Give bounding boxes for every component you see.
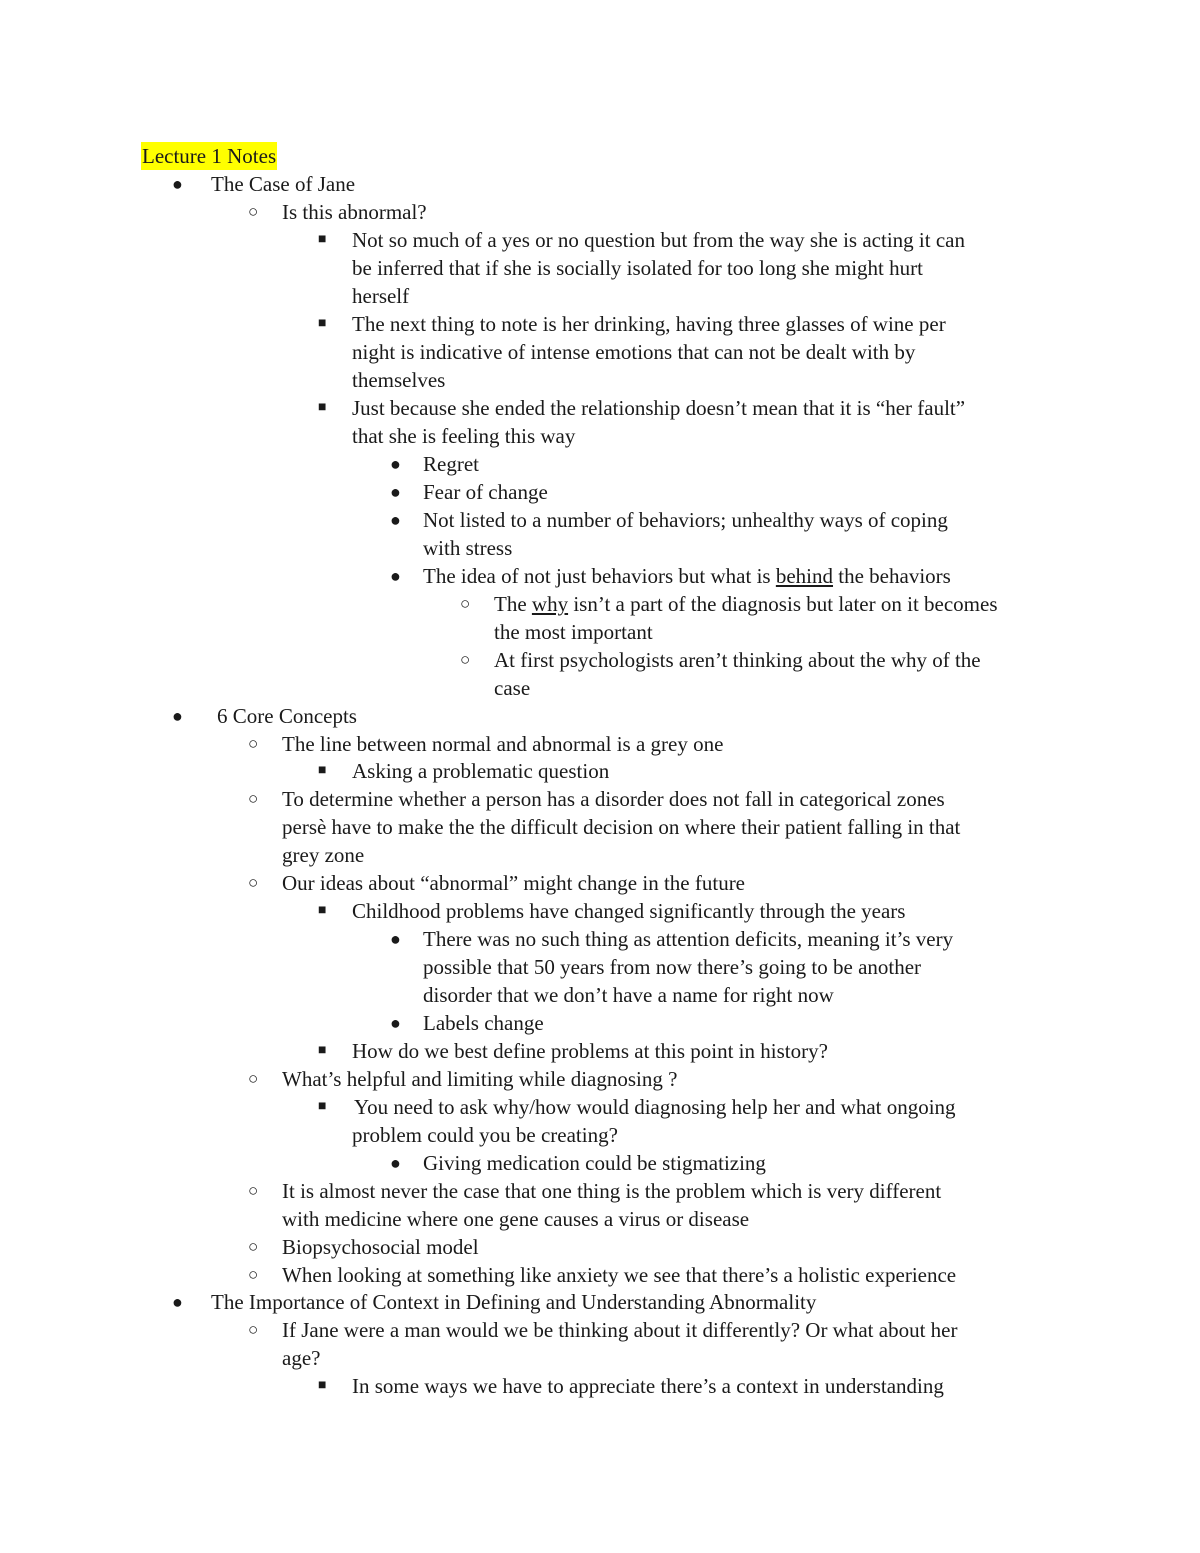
bullet-square-marker: ■ — [318, 400, 327, 415]
list-item-continuation: that she is feeling this way — [352, 424, 576, 448]
list-item: There was no such thing as attention deficits, meaning it’s very — [423, 927, 954, 951]
list-item: Fear of change — [423, 480, 548, 504]
list-item: Is this abnormal? — [282, 200, 427, 224]
bullet-square-marker: ■ — [318, 903, 327, 918]
bullet-disc-marker: ● — [172, 174, 183, 194]
list-item: Giving medication could be stigmatizing — [423, 1151, 766, 1175]
list-item-continuation: case — [494, 676, 531, 700]
list-item — [423, 562, 951, 590]
list-item-continuation: grey zone — [282, 843, 365, 867]
underlined-text: why — [531, 592, 569, 616]
list-item-continuation: be inferred that if she is socially isolated for too long she might hurt — [352, 256, 923, 280]
section-heading-core-concepts: 6 Core Concepts — [217, 704, 357, 728]
list-item-continuation: themselves — [352, 368, 446, 392]
bullet-disc-marker: ● — [390, 1013, 401, 1033]
text-run: isn’t a part of the diagnosis but later on it becomes — [568, 592, 998, 616]
bullet-disc-marker: ● — [172, 1292, 183, 1312]
bullet-square-marker: ■ — [318, 232, 327, 247]
list-item: In some ways we have to appreciate there’s a context in understanding — [352, 1374, 944, 1398]
bullet-square-marker: ■ — [318, 1043, 327, 1058]
bullet-circle-marker: ○ — [248, 1320, 259, 1339]
list-item: Not so much of a yes or no question but from the way she is acting it can — [352, 228, 965, 252]
bullet-circle-marker: ○ — [248, 1181, 259, 1200]
list-item: The line between normal and abnormal is a grey one — [282, 732, 724, 756]
list-item: Childhood problems have changed significantly through the years — [352, 899, 906, 923]
bullet-circle-marker: ○ — [460, 594, 471, 613]
text-run: the behaviors — [833, 564, 951, 588]
list-item-continuation: disorder that we don’t have a name for right now — [423, 983, 834, 1007]
list-item: Biopsychosocial model — [282, 1235, 479, 1259]
underlined-text: behind — [775, 564, 834, 588]
bullet-disc-marker: ● — [390, 454, 401, 474]
list-item: How do we best define problems at this point in history? — [352, 1039, 828, 1063]
list-item-continuation: with medicine where one gene causes a virus or disease — [282, 1207, 750, 1231]
bullet-circle-marker: ○ — [460, 650, 471, 669]
list-item-continuation: night is indicative of intense emotions that can not be dealt with by — [352, 340, 916, 364]
bullet-square-marker: ■ — [318, 1378, 327, 1393]
list-item: To determine whether a person has a disorder does not fall in categorical zones — [282, 787, 945, 811]
list-item: What’s helpful and limiting while diagnosing ? — [282, 1067, 678, 1091]
bullet-circle-marker: ○ — [248, 789, 259, 808]
list-item: At first psychologists aren’t thinking about the why of the — [494, 648, 981, 672]
bullet-disc-marker: ● — [390, 482, 401, 502]
list-item: When looking at something like anxiety we see that there’s a holistic experience — [282, 1263, 957, 1287]
list-item: Just because she ended the relationship doesn’t mean that it is “her fault” — [352, 396, 966, 420]
text-run: The — [494, 592, 532, 616]
list-item-continuation: the most important — [494, 620, 653, 644]
list-item: Not listed to a number of behaviors; unhealthy ways of coping — [423, 508, 948, 532]
list-item: Regret — [423, 452, 479, 476]
bullet-disc-marker: ● — [172, 706, 183, 726]
bullet-circle-marker: ○ — [248, 1265, 259, 1284]
list-item: Our ideas about “abnormal” might change in the future — [282, 871, 746, 895]
list-item: If Jane were a man would we be thinking about it differently? Or what about her — [282, 1318, 958, 1342]
section-heading-context: The Importance of Context in Defining and Understanding Abnormality — [211, 1290, 817, 1314]
bullet-circle-marker: ○ — [248, 202, 259, 221]
list-item: Asking a problematic question — [352, 759, 610, 783]
bullet-circle-marker: ○ — [248, 734, 259, 753]
list-item: The next thing to note is her drinking, having three glasses of wine per — [352, 312, 946, 336]
list-item-continuation: problem could you be creating? — [352, 1123, 618, 1147]
bullet-disc-marker: ● — [390, 510, 401, 530]
bullet-circle-marker: ○ — [248, 873, 259, 892]
bullet-disc-marker: ● — [390, 929, 401, 949]
list-item — [494, 590, 998, 618]
bullet-square-marker: ■ — [318, 316, 327, 331]
bullet-circle-marker: ○ — [248, 1069, 259, 1088]
list-item-continuation: age? — [282, 1346, 321, 1370]
section-heading-case-of-jane: The Case of Jane — [211, 172, 356, 196]
list-item-continuation: herself — [352, 284, 410, 308]
list-item-continuation: with stress — [423, 536, 513, 560]
list-item-continuation: possible that 50 years from now there’s going to be another — [423, 955, 922, 979]
bullet-disc-marker: ● — [390, 1153, 401, 1173]
bullet-circle-marker: ○ — [248, 1237, 259, 1256]
bullet-square-marker: ■ — [318, 763, 327, 778]
page-title: Lecture 1 Notes — [142, 144, 277, 168]
list-item-continuation: persè have to make the the difficult decision on where their patient falling in that — [282, 815, 961, 839]
bullet-square-marker: ■ — [318, 1099, 327, 1114]
bullet-disc-marker: ● — [390, 566, 401, 586]
list-item: You need to ask why/how would diagnosing help her and what ongoing — [354, 1095, 956, 1119]
list-item: Labels change — [423, 1011, 544, 1035]
text-run: The idea of not just behaviors but what is — [423, 564, 776, 588]
list-item: It is almost never the case that one thing is the problem which is very different — [282, 1179, 942, 1203]
